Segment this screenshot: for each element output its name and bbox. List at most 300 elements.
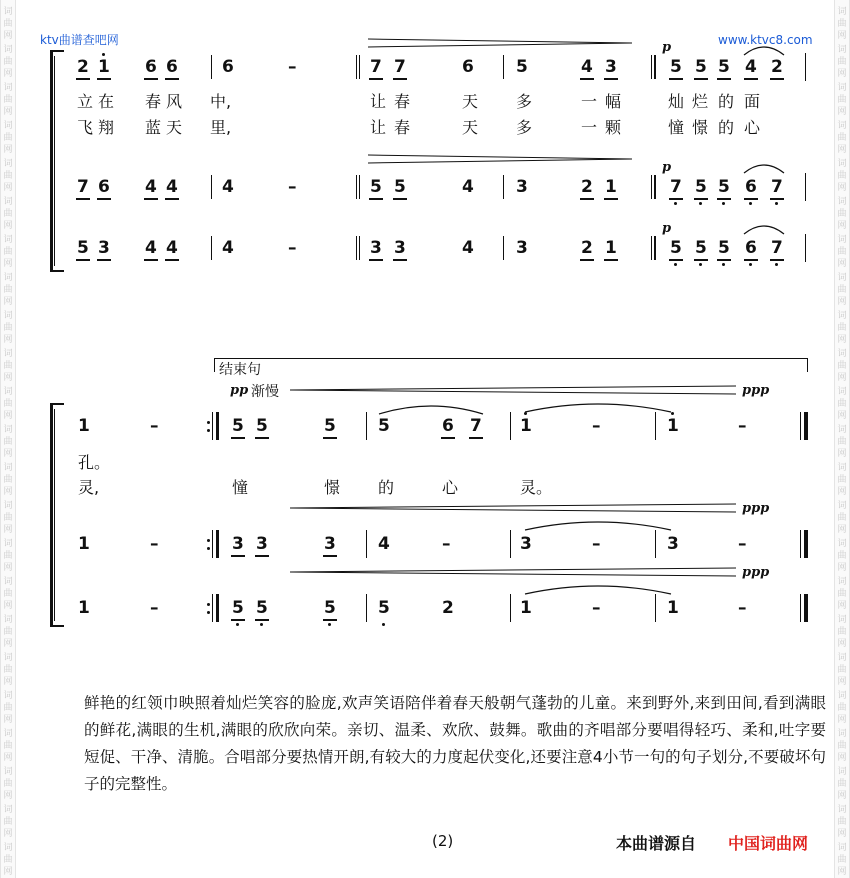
jianpu-note: – [288,238,297,258]
dynamic-p: p [662,221,672,236]
lyric-char: 灵。 [520,478,553,497]
jianpu-note: – [592,416,601,436]
barline [356,55,357,79]
eighth-underline [323,437,337,439]
eighth-underline [323,619,337,621]
side-stamp-text: 词 曲 网 [837,197,847,231]
lyric-char: 天 [462,92,479,111]
jianpu-note: 3 [256,534,268,554]
barline [212,594,213,622]
eighth-underline [231,437,245,439]
side-stamp-text: 词 曲 网 [837,463,847,497]
lyric-char: 一 [581,118,598,137]
eighth-underline [770,259,784,261]
lyric-char: 憧 [232,478,249,497]
side-stamp-text: 词 曲 网 [837,577,847,611]
eighth-underline [770,78,784,80]
jianpu-note: 6 [98,177,110,197]
side-stamp-text: 词 曲 网 [3,729,13,763]
barline [216,530,219,558]
side-stamp-text: 词 曲 网 [837,615,847,649]
side-stamp-text: 词 曲 网 [837,729,847,763]
jianpu-note: – [150,598,159,618]
barline [804,530,808,558]
side-stamp-text: 词 曲 网 [837,121,847,155]
lyric-char: 憬 [692,118,709,137]
jianpu-note: 5 [256,598,268,618]
side-stamp-text: 词 曲 网 [837,159,847,193]
barline [510,530,511,558]
eighth-underline [97,78,111,80]
jianpu-note: 3 [667,534,679,554]
slur-tie [378,402,484,416]
lyric-char: 多 [516,118,533,137]
jianpu-note: 7 [771,238,783,258]
side-stamp-text: 词 曲 网 [3,83,13,117]
barline [503,175,504,199]
repeat-dot [207,429,210,432]
side-stamp-text: 词 曲 网 [837,653,847,687]
lyric-char: 让 [370,118,387,137]
octave-dot-below [749,263,752,266]
jianpu-note: 2 [771,57,783,77]
lyric-char: 灿 [668,92,685,111]
eighth-underline [76,259,90,261]
jianpu-note: 3 [232,534,244,554]
eighth-underline [717,78,731,80]
eighth-underline [441,437,455,439]
jianpu-note: 6 [745,238,757,258]
repeat-dot [207,603,210,606]
barline [654,236,656,260]
jianpu-note: 3 [605,57,617,77]
barline [211,236,212,260]
side-stamp-text: 词 曲 网 [837,501,847,535]
repeat-dot [207,547,210,550]
side-stamp-text: 词 曲 网 [837,843,847,877]
lyric-char: 一 [581,92,598,111]
barline [655,594,656,622]
eighth-underline [255,437,269,439]
jianpu-note: 5 [256,416,268,436]
jianpu-note: 1 [520,598,532,618]
jianpu-note: 1 [520,416,532,436]
barline [805,173,806,201]
lyric-char: 天 [462,118,479,137]
slur-tie [743,43,785,57]
jianpu-note: 2 [581,238,593,258]
side-stamp-text: 词 曲 网 [837,311,847,345]
eighth-underline [97,259,111,261]
eighth-underline [669,198,683,200]
jianpu-note: – [288,57,297,77]
jianpu-note: 4 [145,238,157,258]
eighth-underline [744,78,758,80]
section-label: 结束句 [219,362,261,378]
jianpu-note: 2 [442,598,454,618]
repeat-dot [207,421,210,424]
lyric-char: 立 [77,92,94,111]
side-stamp-text: 词 曲 网 [3,653,13,687]
crescendo-hairpin [360,36,640,56]
jianpu-note: 5 [394,177,406,197]
octave-dot-below [775,263,778,266]
octave-dot-below [722,202,725,205]
jianpu-note: 5 [695,57,707,77]
right-site-watermark[interactable]: www.ktvc8.com [718,33,813,47]
lyric-char: 烂 [692,92,709,111]
decrescendo-hairpin [290,502,740,516]
jianpu-note: 5 [516,57,528,77]
lyric-char: 孔。 [78,453,111,472]
eighth-underline [323,555,337,557]
side-stamp-text: 词 曲 网 [837,425,847,459]
eighth-underline [144,78,158,80]
barline [654,55,656,79]
dynamic-p: p [662,40,672,55]
eighth-underline [580,259,594,261]
barline [366,412,367,440]
eighth-underline [604,78,618,80]
lyric-char: 让 [370,92,387,111]
octave-dot-below [749,202,752,205]
jianpu-note: 5 [695,177,707,197]
barline [216,412,219,440]
jianpu-note: 7 [771,177,783,197]
jianpu-note: 3 [516,238,528,258]
lyric-char: 春 [145,92,162,111]
lyric-char: 飞 [77,118,94,137]
barline [800,530,801,558]
decrescendo-hairpin [290,384,740,398]
jianpu-note: 7 [394,57,406,77]
side-stamp-text: 词 曲 网 [837,387,847,421]
eighth-underline [770,198,784,200]
side-stamp-text: 词 曲 网 [837,45,847,79]
jianpu-note: 5 [378,598,390,618]
jianpu-note: 5 [718,177,730,197]
lyric-char: 春 [394,92,411,111]
page-number: (2) [432,832,454,850]
dynamic-ppp: ppp [742,565,770,580]
lyric-char: 的 [378,478,395,497]
barline [510,594,511,622]
lyric-char: 多 [516,92,533,111]
octave-dot-below [775,202,778,205]
eighth-underline [717,259,731,261]
side-stamp-text: 词 曲 网 [837,805,847,839]
jianpu-note: 4 [145,177,157,197]
dynamic-ppp: ppp [742,501,770,516]
jianpu-note: – [738,598,747,618]
jianpu-note: – [592,534,601,554]
eighth-underline [694,198,708,200]
jianpu-note: 5 [718,238,730,258]
barline [804,594,808,622]
lyric-char: 在 [98,92,115,111]
barline [359,175,360,199]
left-site-watermark[interactable]: ktv曲谱查吧网 [40,33,119,47]
description-paragraph: 鲜艳的红领巾映照着灿烂笑容的脸庞,欢声笑语陪伴着春天般朝气蓬勃的儿童。来到野外,来到田间,看到满眼的鲜花,满眼的生机,满眼的欣欣向荣。亲切、温柔、欢欣、鼓舞。歌曲的齐唱部分要唱得轻巧、柔和,吐字要短促、干净、清脆。合唱部分要热情开朗,有较大的力度起伏变化,还要注意4小节一句的句子划分,不要破坏句子的完整性。 [84,694,826,793]
octave-dot-below [674,202,677,205]
side-stamp-text: 词 曲 网 [3,159,13,193]
jianpu-note: 1 [98,57,110,77]
side-stamp-text: 词 曲 网 [3,235,13,269]
lyric-char: 翔 [98,118,115,137]
eighth-underline [144,198,158,200]
barline [212,530,213,558]
octave-dot-below [699,202,702,205]
jianpu-note: 3 [516,177,528,197]
barline [800,594,801,622]
source-site-link[interactable]: 中国词曲网 [728,834,809,853]
barline [359,55,360,79]
side-stamp-text: 词 曲 网 [837,539,847,573]
eighth-underline [717,198,731,200]
repeat-dot [207,539,210,542]
dynamic-pp: pp [230,383,249,398]
barline [655,530,656,558]
lyric-char: 面 [744,92,761,111]
eighth-underline [255,619,269,621]
jianpu-note: 3 [394,238,406,258]
jianpu-note: 5 [324,598,336,618]
lyric-char: 憬 [324,478,341,497]
jianpu-note: 5 [232,416,244,436]
jianpu-note: 5 [324,416,336,436]
octave-dot-below [328,623,331,626]
barline [503,55,504,79]
jianpu-note: 6 [145,57,157,77]
jianpu-note: 5 [670,57,682,77]
side-stamp-text: 词 曲 网 [837,691,847,725]
side-stamp-text: 词 曲 网 [837,349,847,383]
jianpu-note: 1 [605,177,617,197]
jianpu-note: 6 [442,416,454,436]
slur-tie [524,518,672,532]
barline [359,236,360,260]
jianpu-note: 5 [718,57,730,77]
barline [651,236,652,260]
jianpu-note: 7 [670,177,682,197]
eighth-underline [255,555,269,557]
side-stamp-text: 词 曲 网 [837,83,847,117]
side-stamp-text: 词 曲 网 [3,197,13,231]
octave-dot-below [674,263,677,266]
lyric-char: 的 [718,118,735,137]
side-stamp-text: 词 曲 网 [3,767,13,801]
jianpu-note: 5 [370,177,382,197]
decrescendo-hairpin [290,566,740,580]
lyric-char: 的 [718,92,735,111]
eighth-underline [604,198,618,200]
lyric-char: 里, [210,118,232,137]
slur-tie [524,582,672,596]
eighth-underline [393,259,407,261]
eighth-underline [744,259,758,261]
side-stamp-text: 词 曲 网 [837,235,847,269]
jianpu-note: 4 [166,177,178,197]
jianpu-note: – [738,416,747,436]
lyric-char: 颗 [605,118,622,137]
barline [804,412,808,440]
tempo-marking: 渐慢 [251,384,279,400]
side-stamp-text: 词 曲 网 [3,463,13,497]
side-stamp-text: 词 曲 网 [3,349,13,383]
lyric-char: 幅 [605,92,622,111]
lyric-char: 天 [166,118,183,137]
jianpu-note: 4 [166,238,178,258]
eighth-underline [165,198,179,200]
jianpu-note: 6 [745,177,757,197]
barline [510,412,511,440]
barline [800,412,801,440]
jianpu-note: – [592,598,601,618]
side-stamp-text: 词 曲 网 [3,45,13,79]
eighth-underline [393,78,407,80]
side-stamp-text: 词 曲 网 [3,577,13,611]
jianpu-note: 3 [98,238,110,258]
jianpu-note: 7 [470,416,482,436]
eighth-underline [669,78,683,80]
side-stamp-text: 词 曲 网 [3,805,13,839]
eighth-underline [76,78,90,80]
side-stamp-text: 词 曲 网 [3,311,13,345]
barline [805,53,806,81]
jianpu-note: 2 [581,177,593,197]
jianpu-note: 1 [667,598,679,618]
jianpu-note: 5 [695,238,707,258]
barline [216,594,219,622]
jianpu-note: 5 [670,238,682,258]
eighth-underline [369,198,383,200]
jianpu-note: – [150,416,159,436]
lyric-char: 中, [210,92,232,111]
jianpu-note: 6 [166,57,178,77]
barline [356,236,357,260]
barline [212,412,213,440]
eighth-underline [580,198,594,200]
jianpu-note: 4 [222,238,234,258]
octave-dot-below [382,623,385,626]
barline [211,55,212,79]
dynamic-p: p [662,160,672,175]
jianpu-note: 4 [462,238,474,258]
jianpu-note: – [150,534,159,554]
barline [211,175,212,199]
source-label: 本曲谱源自 [616,834,697,853]
eighth-underline [694,259,708,261]
eighth-underline [393,198,407,200]
octave-dot-below [699,263,702,266]
side-stamp-text: 词 曲 网 [837,767,847,801]
eighth-underline [604,259,618,261]
barline [651,55,652,79]
eighth-underline [369,259,383,261]
barline [356,175,357,199]
eighth-underline [580,78,594,80]
jianpu-note: 5 [77,238,89,258]
jianpu-note: 4 [378,534,390,554]
jianpu-note: 7 [370,57,382,77]
side-stamp-text: 词 曲 网 [3,387,13,421]
side-stamp-text: 词 曲 网 [837,273,847,307]
jianpu-note: 3 [520,534,532,554]
slur-tie [743,222,785,236]
eighth-underline [231,555,245,557]
eighth-underline [165,78,179,80]
barline [366,594,367,622]
lyric-char: 春 [394,118,411,137]
eighth-underline [165,259,179,261]
jianpu-note: 2 [77,57,89,77]
jianpu-note: 5 [378,416,390,436]
eighth-underline [231,619,245,621]
jianpu-note: 6 [462,57,474,77]
jianpu-note: 4 [222,177,234,197]
slur-tie [524,400,672,414]
jianpu-note: 6 [222,57,234,77]
side-stamp-text: 词 曲 网 [3,843,13,877]
jianpu-note: 1 [605,238,617,258]
octave-dot-below [236,623,239,626]
octave-dot-below [722,263,725,266]
right-margin-stamp [834,0,850,878]
jianpu-note: 1 [78,598,90,618]
lyric-char: 心 [442,478,459,497]
octave-dot-above [102,53,105,56]
jianpu-note: 7 [77,177,89,197]
eighth-underline [97,198,111,200]
barline [654,175,656,199]
lyric-char: 灵, [78,478,100,497]
octave-dot-below [260,623,263,626]
eighth-underline [469,437,483,439]
barline [366,530,367,558]
jianpu-note: 4 [745,57,757,77]
jianpu-note: 4 [462,177,474,197]
eighth-underline [369,78,383,80]
side-stamp-text: 词 曲 网 [3,691,13,725]
slur-tie [743,161,785,175]
dynamic-ppp: ppp [742,383,770,398]
barline [655,412,656,440]
jianpu-note: 1 [667,416,679,436]
eighth-underline [669,259,683,261]
lyric-char: 蓝 [145,118,162,137]
lyric-char: 风 [166,92,183,111]
left-margin-stamp [0,0,16,878]
jianpu-note: 1 [78,534,90,554]
jianpu-note: 3 [370,238,382,258]
jianpu-note: – [288,177,297,197]
repeat-dot [207,611,210,614]
eighth-underline [694,78,708,80]
side-stamp-text: 词 曲 网 [3,121,13,155]
side-stamp-text: 词 曲 网 [3,501,13,535]
side-stamp-text: 词 曲 网 [3,273,13,307]
lyric-char: 憧 [668,118,685,137]
eighth-underline [144,259,158,261]
eighth-underline [744,198,758,200]
jianpu-note: 3 [324,534,336,554]
barline [805,234,806,262]
jianpu-note: 4 [581,57,593,77]
side-stamp-text: 词 曲 网 [837,7,847,41]
jianpu-note: 1 [78,416,90,436]
eighth-underline [76,198,90,200]
side-stamp-text: 词 曲 网 [3,539,13,573]
